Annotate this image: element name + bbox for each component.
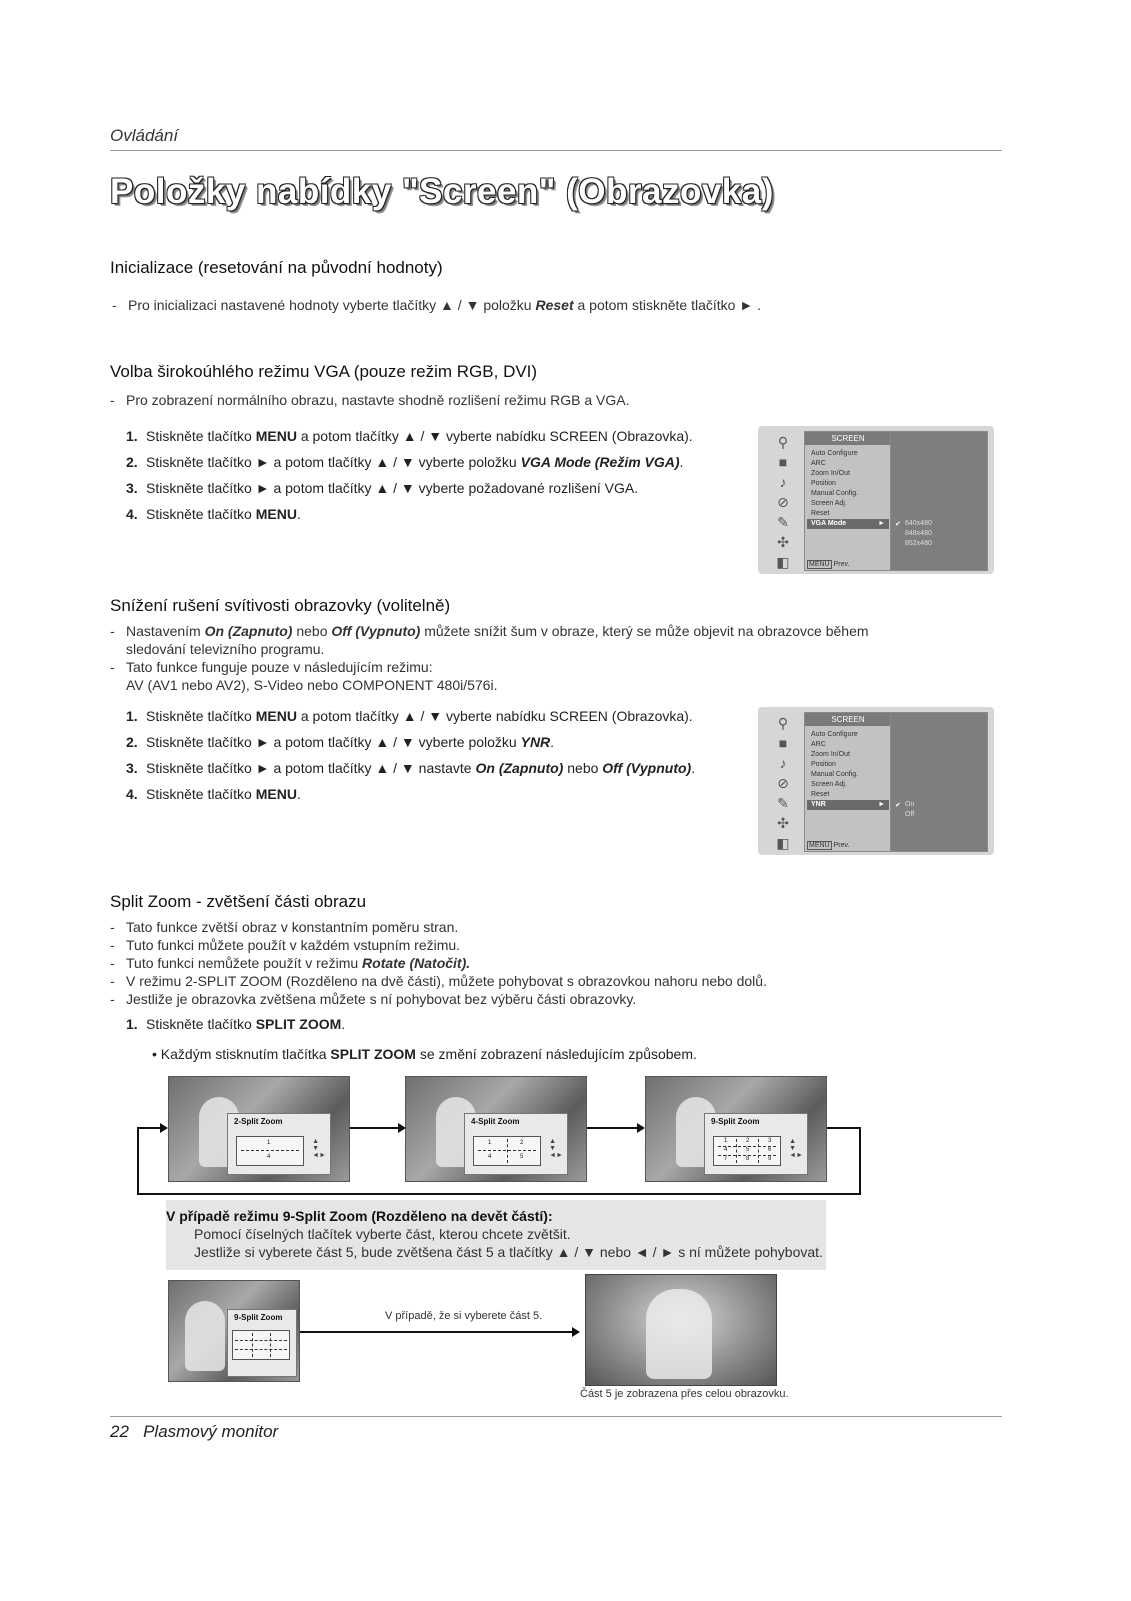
screen-menu-vga: [758, 426, 994, 574]
menu-item[interactable]: ARC: [811, 741, 826, 748]
menu-item[interactable]: Zoom In/Out: [811, 470, 850, 477]
menu-item[interactable]: Zoom In/Out: [811, 751, 850, 758]
split-note: • Každým stisknutím tlačítka SPLIT ZOOM se změní zobrazení následujícím způsobem.: [152, 1046, 697, 1062]
submenu-option[interactable]: Off: [905, 811, 915, 818]
antenna-icon: ⚲: [777, 434, 789, 450]
split-heading: Split Zoom - zvětšení části obrazu: [110, 892, 367, 911]
menu-title: SCREEN: [805, 713, 891, 726]
split-grid: 1 4: [236, 1136, 304, 1166]
pip-icon: ◧: [776, 554, 790, 570]
split-osd: [227, 1309, 297, 1377]
vga-step: 3. Stiskněte tlačítko ► a potom tlačítky ▲ / ▼ vyberte požadované rozlišení VGA.: [126, 480, 639, 496]
menu-panel: [804, 431, 892, 571]
vga-step: 2. Stiskněte tlačítko ► a potom tlačítky ▲ / ▼ vyberte položku VGA Mode (Režim VGA).: [126, 454, 684, 470]
pip-icon: ◧: [776, 835, 790, 851]
header-rule: [110, 150, 1002, 151]
menu-item[interactable]: ARC: [811, 460, 826, 467]
caption-zoomed: Část 5 je zobrazena přes celou obrazovku.: [580, 1388, 789, 1400]
reset-heading: Inicializace (resetování na původní hodnoty): [110, 258, 443, 277]
menu-item[interactable]: Position: [811, 761, 836, 768]
antenna-icon: ⚲: [777, 715, 789, 731]
split-bullet: - Jestliže je obrazovka zvětšena můžete s ní pohybovat bez výběru části obrazovky.: [110, 991, 637, 1007]
footer-label: Plasmový monitor: [143, 1422, 279, 1441]
screen-icon: ✣: [777, 534, 789, 550]
menu-item[interactable]: Reset: [811, 791, 830, 798]
check-icon: ✔: [895, 521, 901, 528]
ynr-step: 4. Stiskněte tlačítko MENU.: [126, 786, 301, 802]
footer-rule: [110, 1416, 1002, 1417]
page-number: 22: [110, 1422, 129, 1441]
menu-item[interactable]: Auto Configure: [811, 450, 858, 457]
page-title: Položky nabídky "Screen" (Obrazovka): [110, 172, 774, 211]
menu-footer: MENU Prev.: [809, 561, 850, 568]
menu-item[interactable]: Position: [811, 480, 836, 487]
menu-item[interactable]: Screen Adj.: [811, 781, 847, 788]
osd-title: 9-Split Zoom: [711, 1117, 760, 1126]
ynr-bullet: - Tato funkce funguje pouze v následujícím režimu: AV (AV1 nebo AV2), S-Video nebo COMPONENT 480i/576i.: [110, 659, 498, 693]
time-icon: ⊘: [777, 494, 789, 510]
osd-title: 2-Split Zoom: [234, 1117, 283, 1126]
zoom-arrow: [300, 1322, 582, 1342]
picture-icon: ■: [778, 735, 788, 751]
split-bullet: - Tato funkce zvětší obraz v konstantním poměru stran.: [110, 919, 459, 935]
menu-submenu: [890, 712, 988, 852]
osd-title: 4-Split Zoom: [471, 1117, 520, 1126]
running-header: Ovládání: [110, 126, 179, 145]
split-step: 1. Stiskněte tlačítko SPLIT ZOOM.: [126, 1016, 346, 1032]
right-arrow-icon: ►: [878, 520, 885, 527]
menu-item[interactable]: Auto Configure: [811, 731, 858, 738]
vga-step: 1. Stiskněte tlačítko MENU a potom tlačítky ▲ / ▼ vyberte nabídku SCREEN (Obrazovka).: [126, 428, 693, 444]
time-icon: ⊘: [777, 775, 789, 791]
menu-icon-column: [766, 713, 802, 849]
arrow-keys-icon: ▲ ▼ ◄►: [789, 1138, 803, 1159]
split-grid: 1 2 4 5: [473, 1136, 541, 1166]
ynr-step: 3. Stiskněte tlačítko ► a potom tlačítky ▲ / ▼ nastavte On (Zapnuto) nebo Off (Vypnuto).: [126, 760, 696, 776]
arrow-keys-icon: ▲ ▼ ◄►: [549, 1138, 563, 1159]
split-bullet: - Tuto funkci můžete použít v každém vstupním režimu.: [110, 937, 461, 953]
ynr-step: 2. Stiskněte tlačítko ► a potom tlačítky ▲ / ▼ vyberte položku YNR.: [126, 734, 555, 750]
screen-icon: ✣: [777, 815, 789, 831]
zoomed-part-image: [585, 1274, 777, 1386]
submenu-option[interactable]: 848x480: [905, 530, 932, 537]
submenu-option[interactable]: On: [905, 801, 915, 808]
sound-icon: ♪: [779, 755, 787, 771]
info-line: Jestliže si vyberete část 5, bude zvětšena část 5 a tlačítky ▲ / ▼ nebo ◄ / ► s ní můžete pohybovat.: [194, 1244, 823, 1260]
golfer-figure: [646, 1289, 712, 1379]
info-line: Pomocí číselných tlačítek vyberte část, kterou chcete zvětšit.: [194, 1226, 571, 1242]
split-bullet: - V režimu 2-SPLIT ZOOM (Rozděleno na dvě části), můžete pohybovat s obrazovkou nahoru nebo dolů.: [110, 973, 767, 989]
golfer-figure: [185, 1301, 225, 1371]
picture-icon: ■: [778, 454, 788, 470]
menu-item[interactable]: Manual Config.: [811, 490, 859, 497]
split-grid: [232, 1330, 290, 1360]
right-arrow-icon: ►: [878, 801, 885, 808]
split-thumb-small: [168, 1280, 300, 1382]
vga-heading: Volba širokoúhlého režimu VGA (pouze režim RGB, DVI): [110, 362, 538, 381]
menu-item[interactable]: Manual Config.: [811, 771, 859, 778]
osd-title: 9-Split Zoom: [234, 1313, 283, 1322]
caption-select-five: V případě, že si vyberete část 5.: [385, 1310, 543, 1322]
menu-panel: [804, 712, 892, 852]
submenu-option[interactable]: 640x480: [905, 520, 932, 527]
split-grid: 1 2 3 4 5 6 7 8 9: [713, 1136, 781, 1166]
special-icon: ✎: [777, 514, 789, 530]
vga-step: 4. Stiskněte tlačítko MENU.: [126, 506, 301, 522]
submenu-option[interactable]: 852x480: [905, 540, 932, 547]
special-icon: ✎: [777, 795, 789, 811]
menu-item-selected[interactable]: VGA Mode ►: [807, 519, 889, 529]
ynr-bullet: - Nastavením On (Zapnuto) nebo Off (Vypnuto) můžete snížit šum v obraze, který se může objevit na obrazovce během sledování televizního programu.: [110, 623, 869, 657]
menu-icon-column: [766, 432, 802, 568]
vga-bullet: - Pro zobrazení normálního obrazu, nastavte shodně rozlišení režimu RGB a VGA.: [110, 392, 630, 408]
menu-title: SCREEN: [805, 432, 891, 445]
nine-split-info-box: [166, 1200, 826, 1270]
arrow-keys-icon: ▲ ▼ ◄►: [312, 1138, 326, 1159]
menu-item-selected[interactable]: YNR ►: [807, 800, 889, 810]
info-title: V případě režimu 9-Split Zoom (Rozděleno na devět částí):: [166, 1208, 553, 1224]
ynr-heading: Snížení rušení svítivosti obrazovky (volitelně): [110, 596, 451, 615]
page-footer: [110, 1422, 278, 1442]
menu-item[interactable]: Screen Adj.: [811, 500, 847, 507]
menu-submenu: [890, 431, 988, 571]
flow-arrows: [130, 1100, 870, 1200]
menu-footer: MENU Prev.: [809, 842, 850, 849]
ynr-step: 1. Stiskněte tlačítko MENU a potom tlačítky ▲ / ▼ vyberte nabídku SCREEN (Obrazovka).: [126, 708, 693, 724]
menu-item[interactable]: Reset: [811, 510, 830, 517]
split-bullet: - Tuto funkci nemůžete použít v režimu Rotate (Natočit).: [110, 955, 471, 971]
check-icon: ✔: [895, 802, 901, 809]
sound-icon: ♪: [779, 474, 787, 490]
reset-bullet: - Pro inicializaci nastavené hodnoty vyberte tlačítky ▲ / ▼ položku Reset a potom stiskněte tlačítko ► .: [112, 297, 761, 313]
screen-menu-ynr: [758, 707, 994, 855]
